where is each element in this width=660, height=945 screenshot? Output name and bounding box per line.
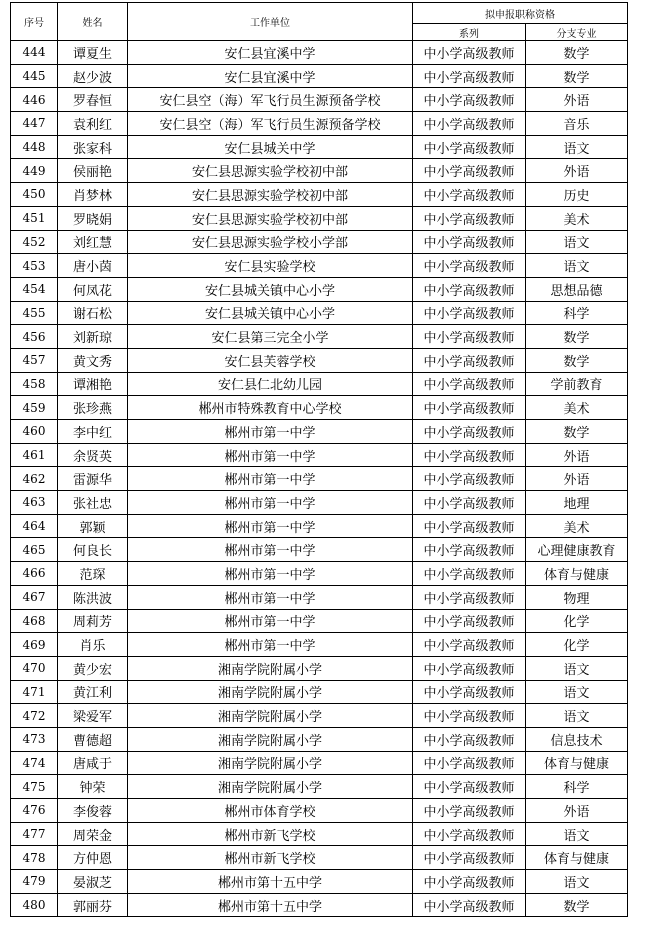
cell-no: 465 <box>11 538 58 562</box>
cell-unit: 郴州市第一中学 <box>128 562 413 586</box>
cell-name: 张社忠 <box>58 491 128 515</box>
cell-name: 黄江利 <box>58 680 128 704</box>
cell-series: 中小学高级教师 <box>413 41 526 65</box>
cell-series: 中小学高级教师 <box>413 870 526 894</box>
cell-subject: 美术 <box>526 514 628 538</box>
table-row <box>11 325 628 349</box>
cell-series: 中小学高级教师 <box>413 822 526 846</box>
cell-series: 中小学高级教师 <box>413 704 526 728</box>
cell-unit: 郴州市第一中学 <box>128 420 413 444</box>
cell-name: 罗晓娟 <box>58 206 128 230</box>
cell-series: 中小学高级教师 <box>413 514 526 538</box>
cell-no: 457 <box>11 348 58 372</box>
cell-no: 461 <box>11 443 58 467</box>
cell-no: 444 <box>11 41 58 65</box>
cell-series: 中小学高级教师 <box>413 112 526 136</box>
cell-name: 肖乐 <box>58 633 128 657</box>
cell-series: 中小学高级教师 <box>413 656 526 680</box>
cell-no: 469 <box>11 633 58 657</box>
cell-subject: 物理 <box>526 585 628 609</box>
cell-subject: 数学 <box>526 64 628 88</box>
header-no: 序号 <box>11 3 58 41</box>
cell-subject: 数学 <box>526 348 628 372</box>
cell-series: 中小学高级教师 <box>413 183 526 207</box>
cell-no: 450 <box>11 183 58 207</box>
cell-series: 中小学高级教师 <box>413 254 526 278</box>
cell-subject: 数学 <box>526 325 628 349</box>
cell-subject: 语文 <box>526 822 628 846</box>
table-row <box>11 467 628 491</box>
cell-unit: 郴州市第一中学 <box>128 585 413 609</box>
cell-no: 453 <box>11 254 58 278</box>
cell-subject: 语文 <box>526 680 628 704</box>
cell-series: 中小学高级教师 <box>413 633 526 657</box>
cell-name: 谭湘艳 <box>58 372 128 396</box>
cell-subject: 外语 <box>526 159 628 183</box>
cell-subject: 外语 <box>526 88 628 112</box>
cell-series: 中小学高级教师 <box>413 562 526 586</box>
cell-unit: 郴州市第一中学 <box>128 467 413 491</box>
cell-no: 474 <box>11 751 58 775</box>
cell-name: 唐小茵 <box>58 254 128 278</box>
cell-name: 赵少波 <box>58 64 128 88</box>
cell-series: 中小学高级教师 <box>413 491 526 515</box>
cell-name: 李俊蓉 <box>58 799 128 823</box>
cell-series: 中小学高级教师 <box>413 277 526 301</box>
table-row <box>11 183 628 207</box>
cell-series: 中小学高级教师 <box>413 609 526 633</box>
cell-name: 李中红 <box>58 420 128 444</box>
table-row <box>11 491 628 515</box>
cell-series: 中小学高级教师 <box>413 538 526 562</box>
cell-no: 473 <box>11 727 58 751</box>
cell-series: 中小学高级教师 <box>413 159 526 183</box>
table-row <box>11 159 628 183</box>
cell-no: 458 <box>11 372 58 396</box>
cell-series: 中小学高级教师 <box>413 88 526 112</box>
table-row <box>11 656 628 680</box>
cell-series: 中小学高级教师 <box>413 64 526 88</box>
cell-series: 中小学高级教师 <box>413 585 526 609</box>
cell-no: 467 <box>11 585 58 609</box>
cell-name: 周荣金 <box>58 822 128 846</box>
table-row <box>11 88 628 112</box>
cell-no: 463 <box>11 491 58 515</box>
cell-name: 何凤花 <box>58 277 128 301</box>
cell-subject: 美术 <box>526 396 628 420</box>
cell-subject: 化学 <box>526 609 628 633</box>
cell-name: 谢石松 <box>58 301 128 325</box>
cell-subject: 语文 <box>526 230 628 254</box>
cell-no: 451 <box>11 206 58 230</box>
cell-series: 中小学高级教师 <box>413 799 526 823</box>
cell-series: 中小学高级教师 <box>413 443 526 467</box>
cell-unit: 安仁县城关镇中心小学 <box>128 277 413 301</box>
header-series: 系列 <box>413 24 526 41</box>
cell-unit: 湘南学院附属小学 <box>128 775 413 799</box>
cell-name: 谭夏生 <box>58 41 128 65</box>
cell-unit: 安仁县思源实验学校初中部 <box>128 206 413 230</box>
table-row <box>11 538 628 562</box>
cell-subject: 语文 <box>526 254 628 278</box>
cell-name: 黄文秀 <box>58 348 128 372</box>
cell-series: 中小学高级教师 <box>413 135 526 159</box>
header-unit: 工作单位 <box>128 3 413 41</box>
cell-series: 中小学高级教师 <box>413 751 526 775</box>
cell-subject: 体育与健康 <box>526 846 628 870</box>
table-row <box>11 41 628 65</box>
cell-subject: 历史 <box>526 183 628 207</box>
cell-unit: 郴州市特殊教育中心学校 <box>128 396 413 420</box>
header-qualification: 拟申报职称资格 <box>413 3 628 24</box>
cell-no: 475 <box>11 775 58 799</box>
cell-unit: 安仁县城关中学 <box>128 135 413 159</box>
cell-series: 中小学高级教师 <box>413 846 526 870</box>
cell-subject: 数学 <box>526 41 628 65</box>
cell-name: 唐咸于 <box>58 751 128 775</box>
cell-subject: 思想品德 <box>526 277 628 301</box>
cell-unit: 郴州市第一中学 <box>128 609 413 633</box>
cell-unit: 郴州市第一中学 <box>128 491 413 515</box>
cell-subject: 音乐 <box>526 112 628 136</box>
cell-name: 晏淑芝 <box>58 870 128 894</box>
cell-unit: 安仁县宜溪中学 <box>128 41 413 65</box>
cell-name: 郭丽芬 <box>58 893 128 917</box>
cell-unit: 湘南学院附属小学 <box>128 751 413 775</box>
table-row <box>11 562 628 586</box>
cell-no: 476 <box>11 799 58 823</box>
cell-unit: 湘南学院附属小学 <box>128 656 413 680</box>
cell-subject: 学前教育 <box>526 372 628 396</box>
cell-unit: 安仁县思源实验学校小学部 <box>128 230 413 254</box>
cell-no: 480 <box>11 893 58 917</box>
cell-series: 中小学高级教师 <box>413 372 526 396</box>
cell-name: 黄少宏 <box>58 656 128 680</box>
cell-subject: 心理健康教育 <box>526 538 628 562</box>
table-row <box>11 64 628 88</box>
cell-unit: 郴州市第十五中学 <box>128 893 413 917</box>
cell-name: 范琛 <box>58 562 128 586</box>
cell-no: 459 <box>11 396 58 420</box>
table-body <box>11 41 628 917</box>
cell-name: 罗春恒 <box>58 88 128 112</box>
cell-no: 449 <box>11 159 58 183</box>
cell-series: 中小学高级教师 <box>413 230 526 254</box>
cell-no: 464 <box>11 514 58 538</box>
header-subject: 分支专业 <box>526 24 628 41</box>
cell-unit: 安仁县城关镇中心小学 <box>128 301 413 325</box>
cell-series: 中小学高级教师 <box>413 206 526 230</box>
table-row <box>11 348 628 372</box>
cell-subject: 地理 <box>526 491 628 515</box>
table-row <box>11 254 628 278</box>
cell-unit: 湘南学院附属小学 <box>128 680 413 704</box>
cell-name: 刘新琼 <box>58 325 128 349</box>
cell-unit: 郴州市第一中学 <box>128 514 413 538</box>
cell-subject: 语文 <box>526 135 628 159</box>
table-header <box>11 3 628 41</box>
cell-unit: 郴州市新飞学校 <box>128 846 413 870</box>
cell-subject: 体育与健康 <box>526 562 628 586</box>
header-name: 姓名 <box>58 3 128 41</box>
cell-subject: 语文 <box>526 656 628 680</box>
cell-no: 447 <box>11 112 58 136</box>
table-row <box>11 727 628 751</box>
cell-subject: 外语 <box>526 467 628 491</box>
cell-series: 中小学高级教师 <box>413 893 526 917</box>
cell-subject: 数学 <box>526 893 628 917</box>
cell-unit: 安仁县空（海）军飞行员生源预备学校 <box>128 112 413 136</box>
cell-name: 袁利红 <box>58 112 128 136</box>
cell-unit: 安仁县芙蓉学校 <box>128 348 413 372</box>
table-row <box>11 585 628 609</box>
cell-name: 梁爱军 <box>58 704 128 728</box>
cell-unit: 安仁县空（海）军飞行员生源预备学校 <box>128 88 413 112</box>
table-row <box>11 609 628 633</box>
cell-series: 中小学高级教师 <box>413 325 526 349</box>
table-row <box>11 822 628 846</box>
cell-name: 钟荣 <box>58 775 128 799</box>
cell-series: 中小学高级教师 <box>413 301 526 325</box>
cell-name: 侯丽艳 <box>58 159 128 183</box>
cell-series: 中小学高级教师 <box>413 727 526 751</box>
cell-unit: 安仁县仁北幼儿园 <box>128 372 413 396</box>
cell-no: 452 <box>11 230 58 254</box>
cell-no: 471 <box>11 680 58 704</box>
table-row <box>11 704 628 728</box>
cell-name: 周莉芳 <box>58 609 128 633</box>
cell-series: 中小学高级教师 <box>413 680 526 704</box>
table-row <box>11 775 628 799</box>
cell-series: 中小学高级教师 <box>413 396 526 420</box>
cell-unit: 安仁县实验学校 <box>128 254 413 278</box>
cell-series: 中小学高级教师 <box>413 775 526 799</box>
cell-no: 445 <box>11 64 58 88</box>
table-row <box>11 443 628 467</box>
table-row <box>11 206 628 230</box>
cell-name: 肖梦林 <box>58 183 128 207</box>
table-row <box>11 112 628 136</box>
cell-no: 468 <box>11 609 58 633</box>
table-row <box>11 135 628 159</box>
table-row <box>11 846 628 870</box>
cell-series: 中小学高级教师 <box>413 420 526 444</box>
cell-unit: 郴州市第一中学 <box>128 538 413 562</box>
table-row <box>11 680 628 704</box>
cell-subject: 化学 <box>526 633 628 657</box>
table-row <box>11 420 628 444</box>
cell-no: 446 <box>11 88 58 112</box>
cell-name: 郭颖 <box>58 514 128 538</box>
cell-no: 470 <box>11 656 58 680</box>
table-row <box>11 751 628 775</box>
cell-name: 余贤英 <box>58 443 128 467</box>
cell-unit: 湘南学院附属小学 <box>128 727 413 751</box>
cell-no: 466 <box>11 562 58 586</box>
cell-unit: 安仁县宜溪中学 <box>128 64 413 88</box>
cell-unit: 湘南学院附属小学 <box>128 704 413 728</box>
cell-no: 456 <box>11 325 58 349</box>
cell-unit: 郴州市第一中学 <box>128 633 413 657</box>
table-row <box>11 277 628 301</box>
table-row <box>11 372 628 396</box>
cell-no: 460 <box>11 420 58 444</box>
cell-name: 何良长 <box>58 538 128 562</box>
table-row <box>11 514 628 538</box>
cell-subject: 数学 <box>526 420 628 444</box>
cell-unit: 安仁县思源实验学校初中部 <box>128 159 413 183</box>
cell-unit: 郴州市第一中学 <box>128 443 413 467</box>
cell-subject: 科学 <box>526 775 628 799</box>
table-row <box>11 301 628 325</box>
cell-subject: 语文 <box>526 870 628 894</box>
cell-name: 刘红慧 <box>58 230 128 254</box>
cell-series: 中小学高级教师 <box>413 467 526 491</box>
cell-unit: 安仁县第三完全小学 <box>128 325 413 349</box>
cell-no: 454 <box>11 277 58 301</box>
cell-no: 462 <box>11 467 58 491</box>
cell-unit: 郴州市第十五中学 <box>128 870 413 894</box>
cell-no: 455 <box>11 301 58 325</box>
cell-subject: 美术 <box>526 206 628 230</box>
cell-name: 雷源华 <box>58 467 128 491</box>
cell-series: 中小学高级教师 <box>413 348 526 372</box>
table-row <box>11 396 628 420</box>
table-row <box>11 230 628 254</box>
cell-subject: 体育与健康 <box>526 751 628 775</box>
cell-no: 472 <box>11 704 58 728</box>
cell-name: 陈洪波 <box>58 585 128 609</box>
cell-unit: 安仁县思源实验学校初中部 <box>128 183 413 207</box>
table-row <box>11 893 628 917</box>
cell-no: 478 <box>11 846 58 870</box>
cell-subject: 信息技术 <box>526 727 628 751</box>
cell-no: 477 <box>11 822 58 846</box>
cell-no: 479 <box>11 870 58 894</box>
cell-subject: 科学 <box>526 301 628 325</box>
cell-subject: 外语 <box>526 443 628 467</box>
cell-subject: 外语 <box>526 799 628 823</box>
cell-name: 张珍燕 <box>58 396 128 420</box>
roster-table <box>10 2 628 917</box>
cell-name: 张家科 <box>58 135 128 159</box>
table-row <box>11 870 628 894</box>
table-row <box>11 799 628 823</box>
cell-unit: 郴州市体育学校 <box>128 799 413 823</box>
cell-name: 方仲恩 <box>58 846 128 870</box>
table-row <box>11 633 628 657</box>
cell-unit: 郴州市新飞学校 <box>128 822 413 846</box>
cell-name: 曹德超 <box>58 727 128 751</box>
cell-subject: 语文 <box>526 704 628 728</box>
cell-no: 448 <box>11 135 58 159</box>
